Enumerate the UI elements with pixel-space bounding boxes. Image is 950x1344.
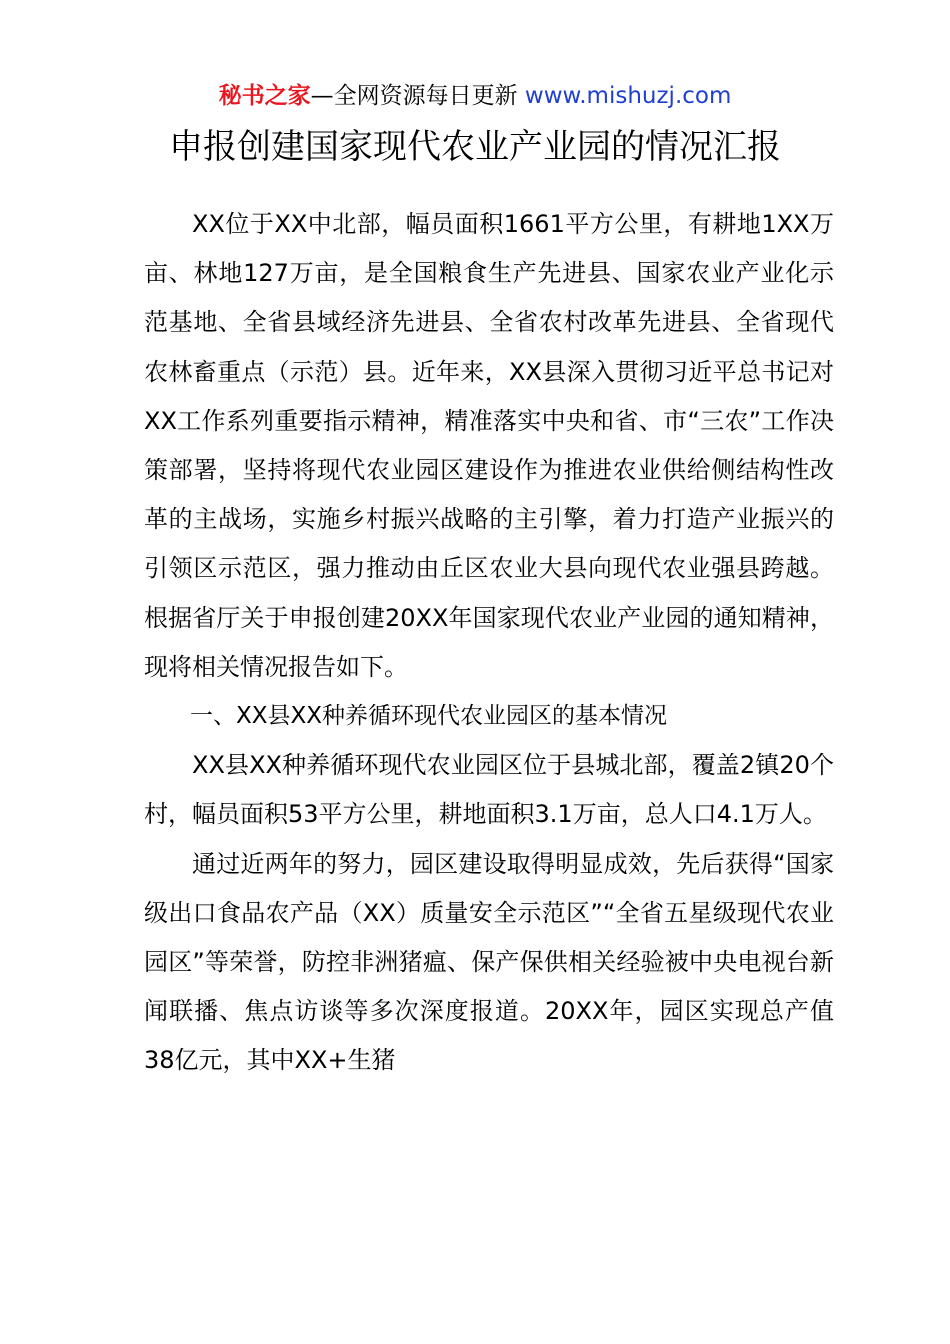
- document-body: [144, 200, 834, 1086]
- site-header: [0, 80, 950, 112]
- section-heading-1: 一、XX县XX种养循环现代农业园区的基本情况: [190, 703, 668, 730]
- brand-name: 秘书之家: [218, 83, 311, 109]
- achievements-paragraph: 通过近两年的努力，园区建设取得明显成效，先后获得“国家级出口食品农产品（XX）质量安全示范区”“全省五星级现代农业园区”等荣誉，防控非洲猪瘟、保产保供相关经验被中央电视台新闻联播、焦点访谈等多次深度报道。20XX年，园区实现总产值38亿元，其中XX+生猪: [144, 849, 834, 1075]
- document-title: 申报创建国家现代农业产业园的情况汇报: [169, 127, 781, 167]
- site-tagline: —全网资源每日更新: [310, 83, 518, 109]
- park-overview-paragraph: XX县XX种养循环现代农业园区位于县城北部，覆盖2镇20个村，幅员面积53平方公里，耕地面积3.1万亩，总人口4.1万人。: [144, 751, 834, 829]
- site-url-link[interactable]: www.mishuzj.com: [524, 83, 732, 109]
- intro-paragraph: XX位于XX中北部，幅员面积1661平方公里，有耕地1XX万亩、林地127万亩，是全国粮食生产先进县、国家农业产业化示范基地、全省县域经济先进县、全省农村改革先进县、全省现代农林畜重点（示范）县。近年来，XX县深入贯彻习近平总书记对XX工作系列重要指示精神，精准落实中央和省、市“三农”工作决策部署，坚持将现代农业园区建设作为推进农业供给侧结构性改革的主战场，实施乡村振兴战略的主引擎，着力打造产业振兴的引领区示范区，强力推动由丘区农业大县向现代农业强县跨越。根据省厅关于申报创建20XX年国家现代农业产业园的通知精神，现将相关情况报告如下。: [144, 210, 834, 681]
